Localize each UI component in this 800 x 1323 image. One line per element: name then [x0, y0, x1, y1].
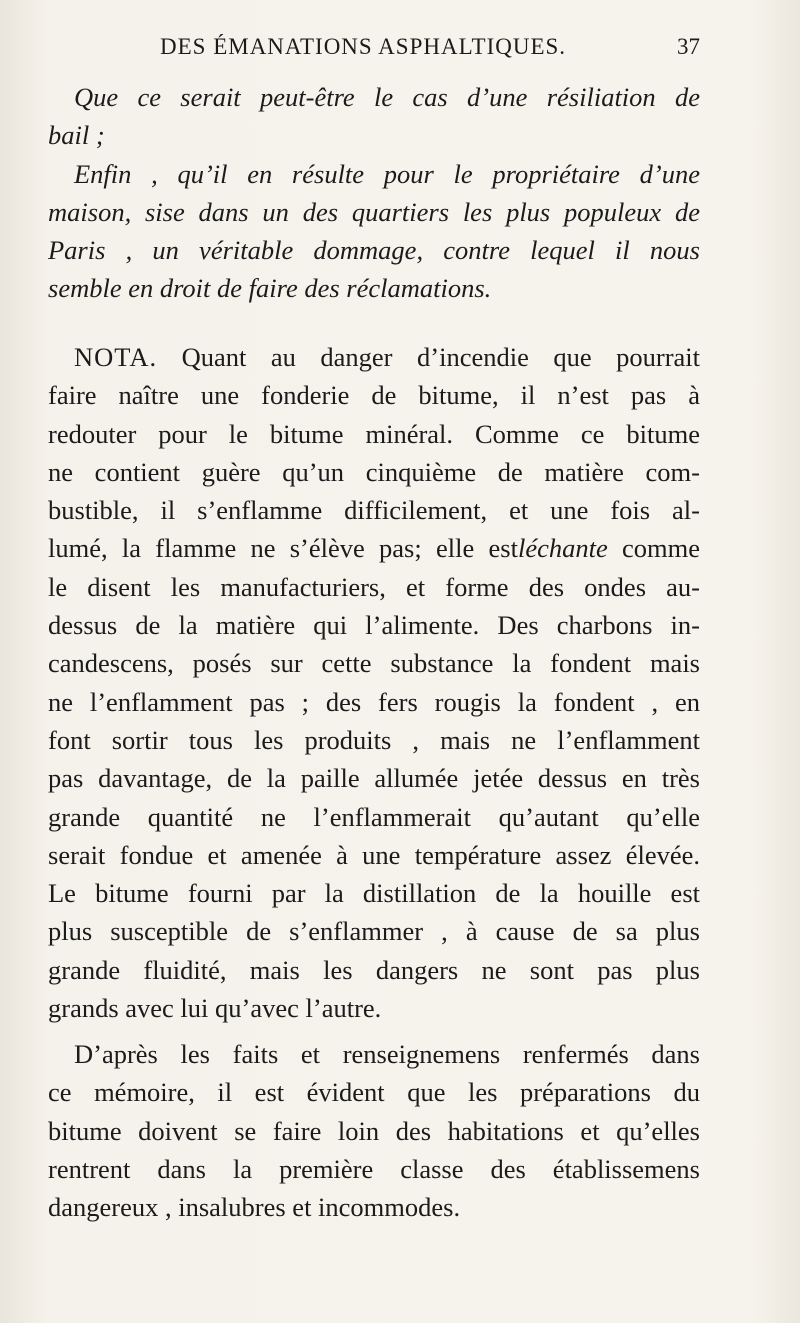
running-head: DES ÉMANATIONS ASPHALTIQUES.: [160, 34, 567, 59]
italic-line-pre: lumé, la flamme ne s’élève pas; elle est: [48, 533, 518, 564]
text-line: candescens, posés sur cette substance la fondent mais: [48, 648, 700, 679]
text-line: serait fondue et amenée à une température assez élevée.: [48, 839, 700, 870]
text-line: semble en droit de faire des réclamations.: [48, 273, 492, 304]
text-line: ne l’enflamment pas ; des fers rougis la fondent , en: [48, 686, 700, 717]
text-line: [48, 529, 700, 567]
text-line: Paris , un véritable dommage, contre lequel il nous: [48, 235, 700, 266]
text-line: ce mémoire, il est évident que les préparations du: [48, 1077, 700, 1108]
text-line: Enfin , qu’il en résulte pour le propriétaire d’une: [74, 158, 700, 189]
page-number: 37: [677, 34, 700, 59]
text-line: plus susceptible de s’enflammer , à cause de sa plus: [48, 916, 700, 947]
italic-paragraphs: [48, 78, 700, 308]
text-line: pas davantage, de la paille allumée jetée dessus en très: [48, 763, 700, 794]
nota-first-line: Quant au danger d’incendie que pourrait: [181, 342, 701, 372]
text-line: [48, 338, 700, 376]
page-header: [120, 34, 700, 60]
text-line: bustible, il s’enflamme difficilement, et une fois al-: [48, 495, 700, 526]
text-line: le disent les manufacturiers, et forme des ondes au-: [48, 571, 700, 602]
text-line: font sortir tous les produits , mais ne l’enflamment: [48, 724, 700, 755]
text-line: D’après les faits et renseignemens renfermés dans: [74, 1039, 700, 1069]
text-line: dessus de la matière qui l’alimente. Des charbons in-: [48, 610, 700, 641]
text-line: ne contient guère qu’un cinquième de matière com-: [48, 456, 700, 487]
conclusion-paragraph: [48, 1035, 700, 1226]
nota-paragraph: [48, 338, 700, 1027]
text-line: grande quantité ne l’enflammerait qu’autant qu’elle: [48, 801, 700, 832]
text-line: Que ce serait peut-être le cas d’une résiliation de: [74, 82, 700, 112]
nota-label: NOTA.: [74, 342, 158, 372]
text-line: maison, sise dans un des quartiers les plus populeux de: [48, 196, 700, 227]
text-line: bitume doivent se faire loin des habitations et qu’elles: [48, 1115, 700, 1146]
text-line: Le bitume fourni par la distillation de la houille est: [48, 878, 700, 909]
italic-line-post: comme: [607, 533, 700, 564]
text-line: grands avec lui qu’avec l’autre.: [48, 993, 382, 1024]
text-line: faire naître une fonderie de bitume, il n’est pas à: [48, 380, 700, 411]
text-line: dangereux , insalubres et incommodes.: [48, 1192, 461, 1223]
text-line: redouter pour le bitume minéral. Comme ce bitume: [48, 418, 700, 449]
text-line: grande fluidité, mais les dangers ne sont pas plus: [48, 954, 700, 985]
italic-word: léchante: [517, 533, 608, 564]
text-line: bail ;: [48, 120, 105, 151]
text-line: rentrent dans la première classe des établissemens: [48, 1153, 700, 1184]
